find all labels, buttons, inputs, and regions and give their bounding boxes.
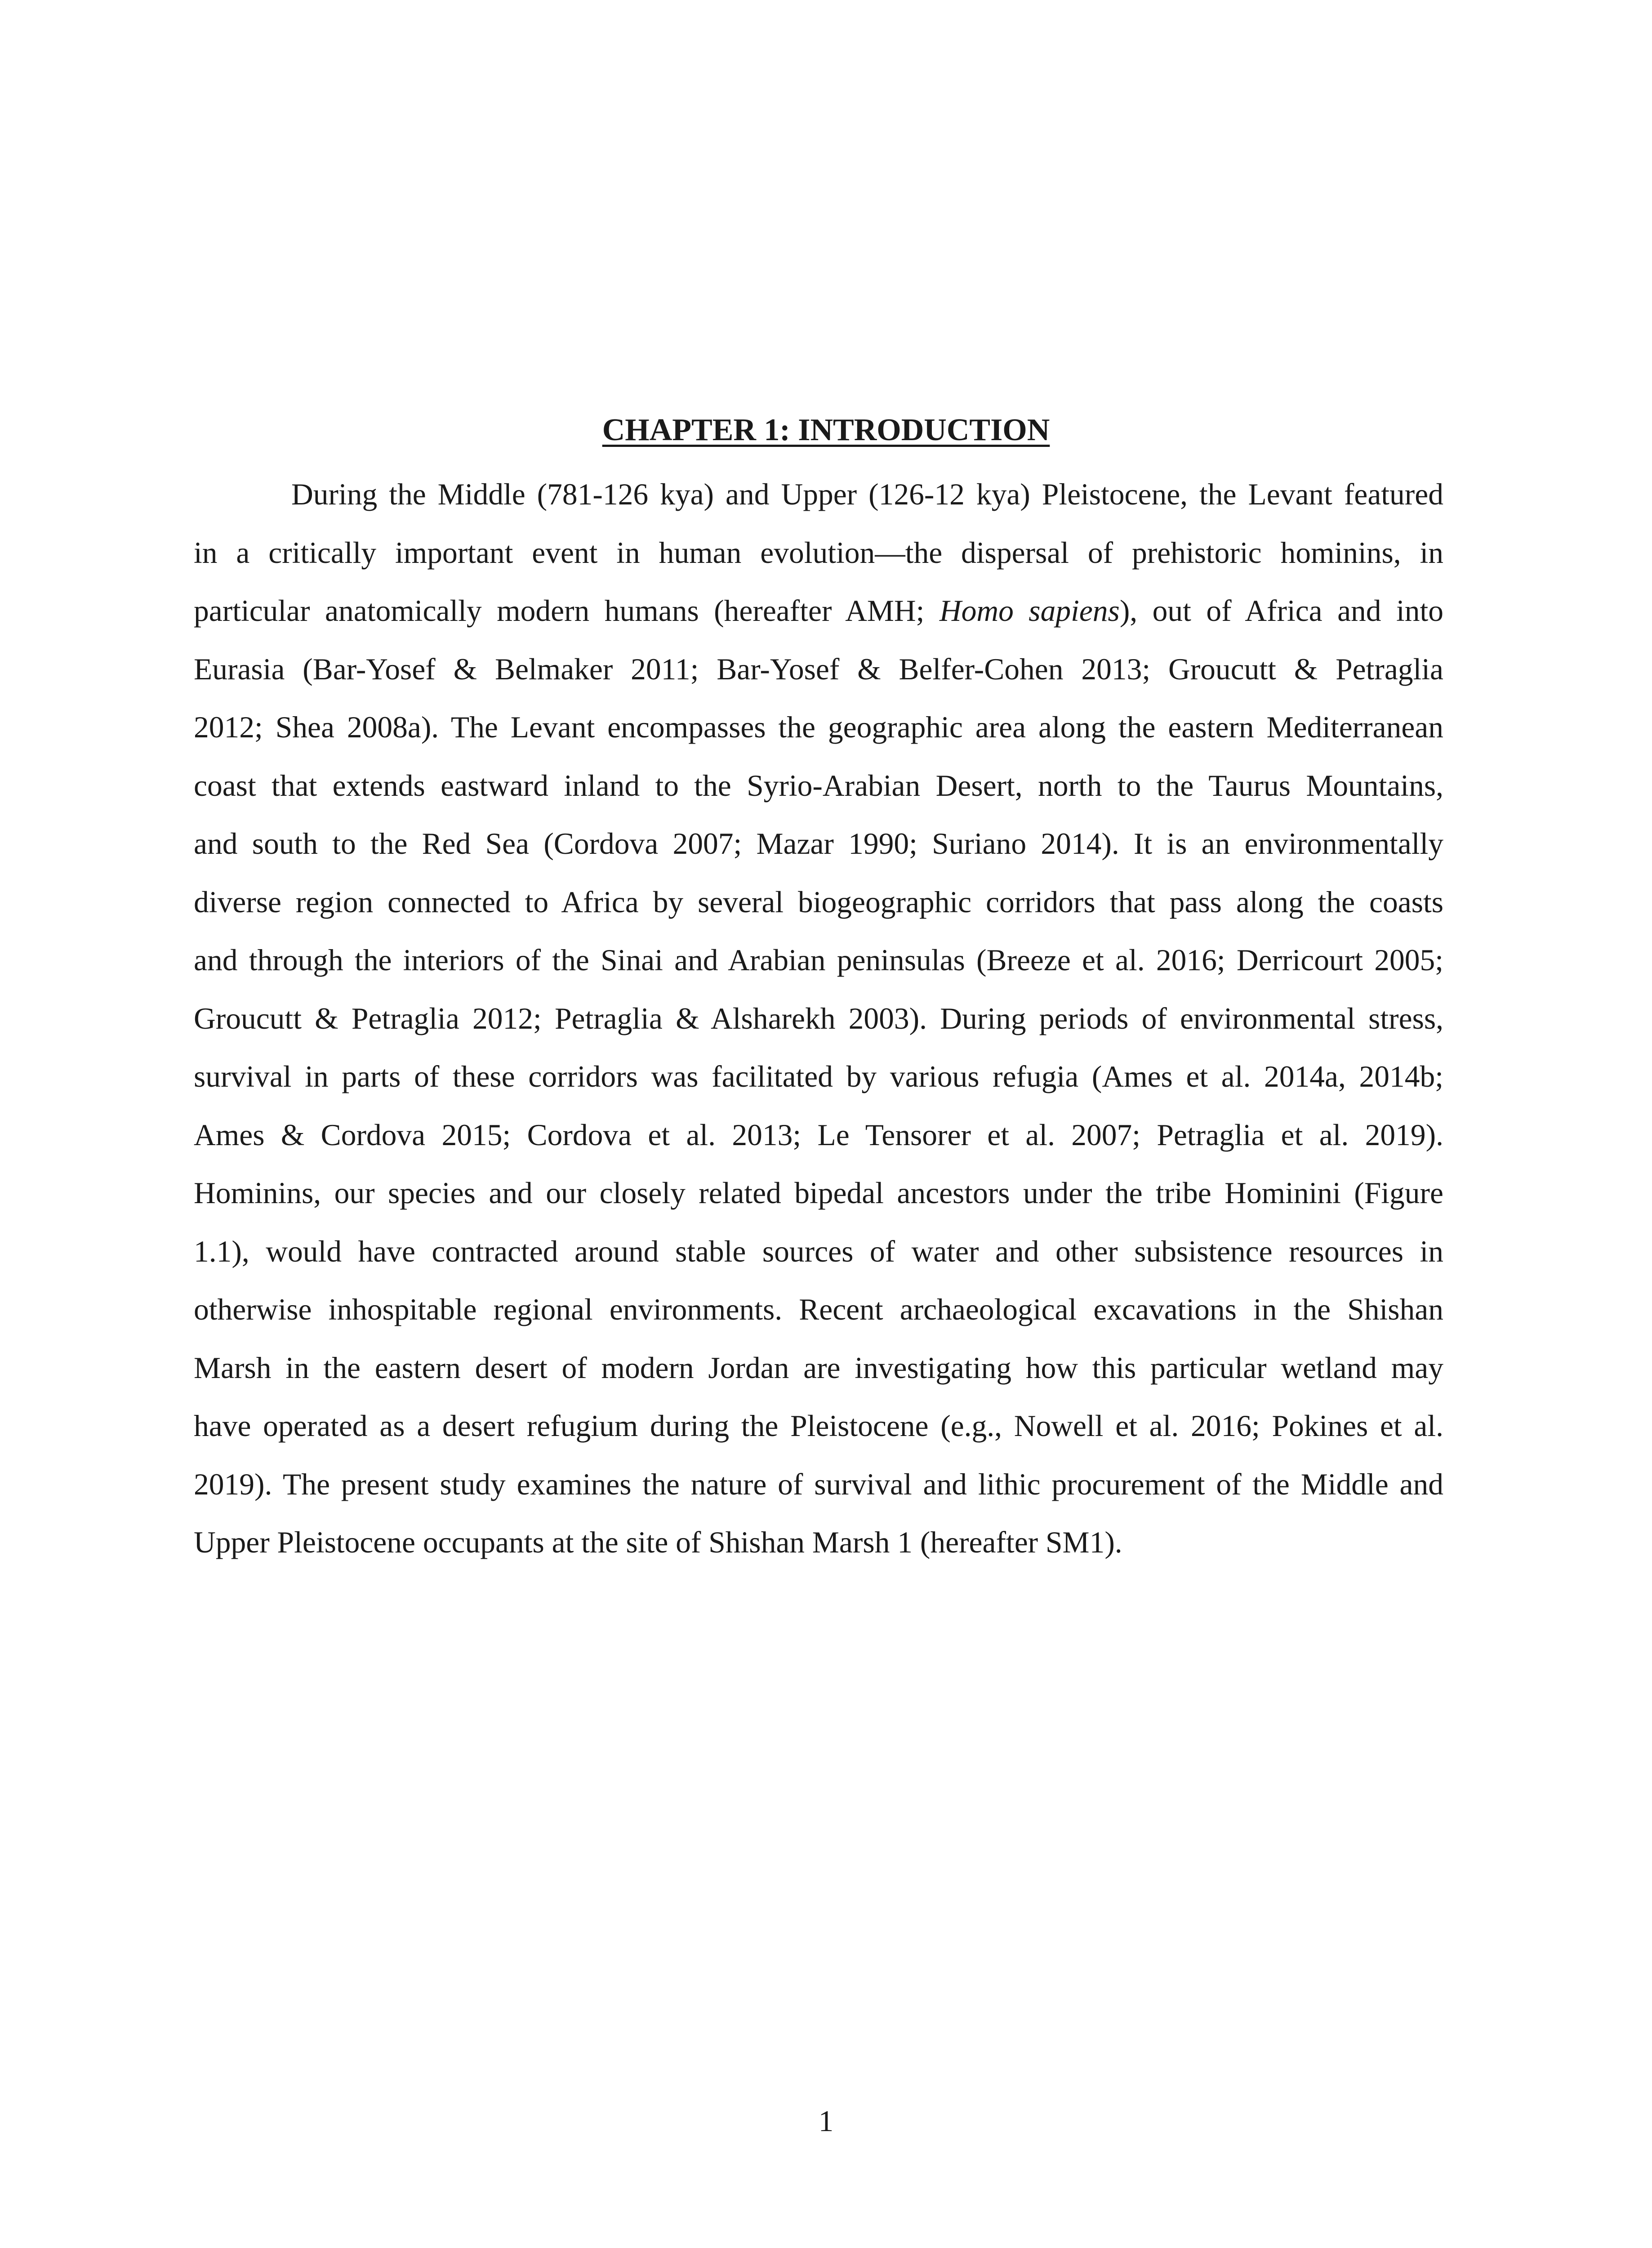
paragraph-line-text: ), out of Africa and into	[1119, 594, 1444, 628]
paragraph-line: During the Middle (781-126 kya) and Upper (126-12 kya) Pleistocene, the Levant featured	[291, 477, 1443, 511]
paragraph-line: and south to the Red Sea (Cordova 2007; Mazar 1990; Suriano 2014). It is an environmentally	[194, 827, 1443, 861]
paragraph-line: Marsh in the eastern desert of modern Jordan are investigating how this particular wetland may	[194, 1351, 1443, 1385]
paragraph-line: 2012; Shea 2008a). The Levant encompasses the geographic area along the eastern Mediterranean	[194, 710, 1443, 744]
paragraph-line-text: particular anatomically modern humans (hereafter AMH;	[194, 594, 940, 628]
paragraph-line: and through the interiors of the Sinai and Arabian peninsulas (Breeze et al. 2016; Derricourt 2005;	[194, 943, 1443, 977]
paragraph-line: in a critically important event in human evolution—the dispersal of prehistoric hominins, in	[194, 535, 1443, 570]
paragraph-line: 2019). The present study examines the nature of survival and lithic procurement of the Middle and	[194, 1467, 1443, 1501]
page-number: 1	[818, 2105, 834, 2138]
paragraph-line: Ames & Cordova 2015; Cordova et al. 2013; Le Tensorer et al. 2007; Petraglia et al. 2019).	[194, 1118, 1443, 1152]
paragraph-line-with-italic	[194, 582, 1443, 640]
paragraph-line: otherwise inhospitable regional environments. Recent archaeological excavations in the Shishan	[194, 1293, 1443, 1326]
paragraph-line: Groucutt & Petraglia 2012; Petraglia & Alsharekh 2003). During periods of environmental stress,	[194, 1001, 1443, 1035]
paragraph-line: coast that extends eastward inland to the Syrio-Arabian Desert, north to the Taurus Mountains,	[194, 768, 1443, 803]
paragraph-line: diverse region connected to Africa by several biogeographic corridors that pass along the coasts	[194, 885, 1443, 919]
paragraph-line: 1.1), would have contracted around stable sources of water and other subsistence resources in	[194, 1234, 1443, 1268]
paragraph-line: have operated as a desert refugium during the Pleistocene (e.g., Nowell et al. 2016; Pokines et al.	[194, 1409, 1443, 1443]
paragraph-line: survival in parts of these corridors was facilitated by various refugia (Ames et al. 2014a, 2014b;	[194, 1060, 1443, 1093]
paragraph-line: Upper Pleistocene occupants at the site of Shishan Marsh 1 (hereafter SM1).	[194, 1525, 1122, 1559]
paragraph-line: Hominins, our species and our closely related bipedal ancestors under the tribe Hominini (Figure	[194, 1176, 1443, 1210]
italic-species-name: Homo sapiens	[939, 594, 1120, 628]
paragraph-line: Eurasia (Bar-Yosef & Belmaker 2011; Bar-Yosef & Belfer-Cohen 2013; Groucutt & Petraglia	[194, 652, 1443, 686]
chapter-title: CHAPTER 1: INTRODUCTION	[602, 413, 1050, 447]
body-paragraph	[194, 465, 1443, 1572]
